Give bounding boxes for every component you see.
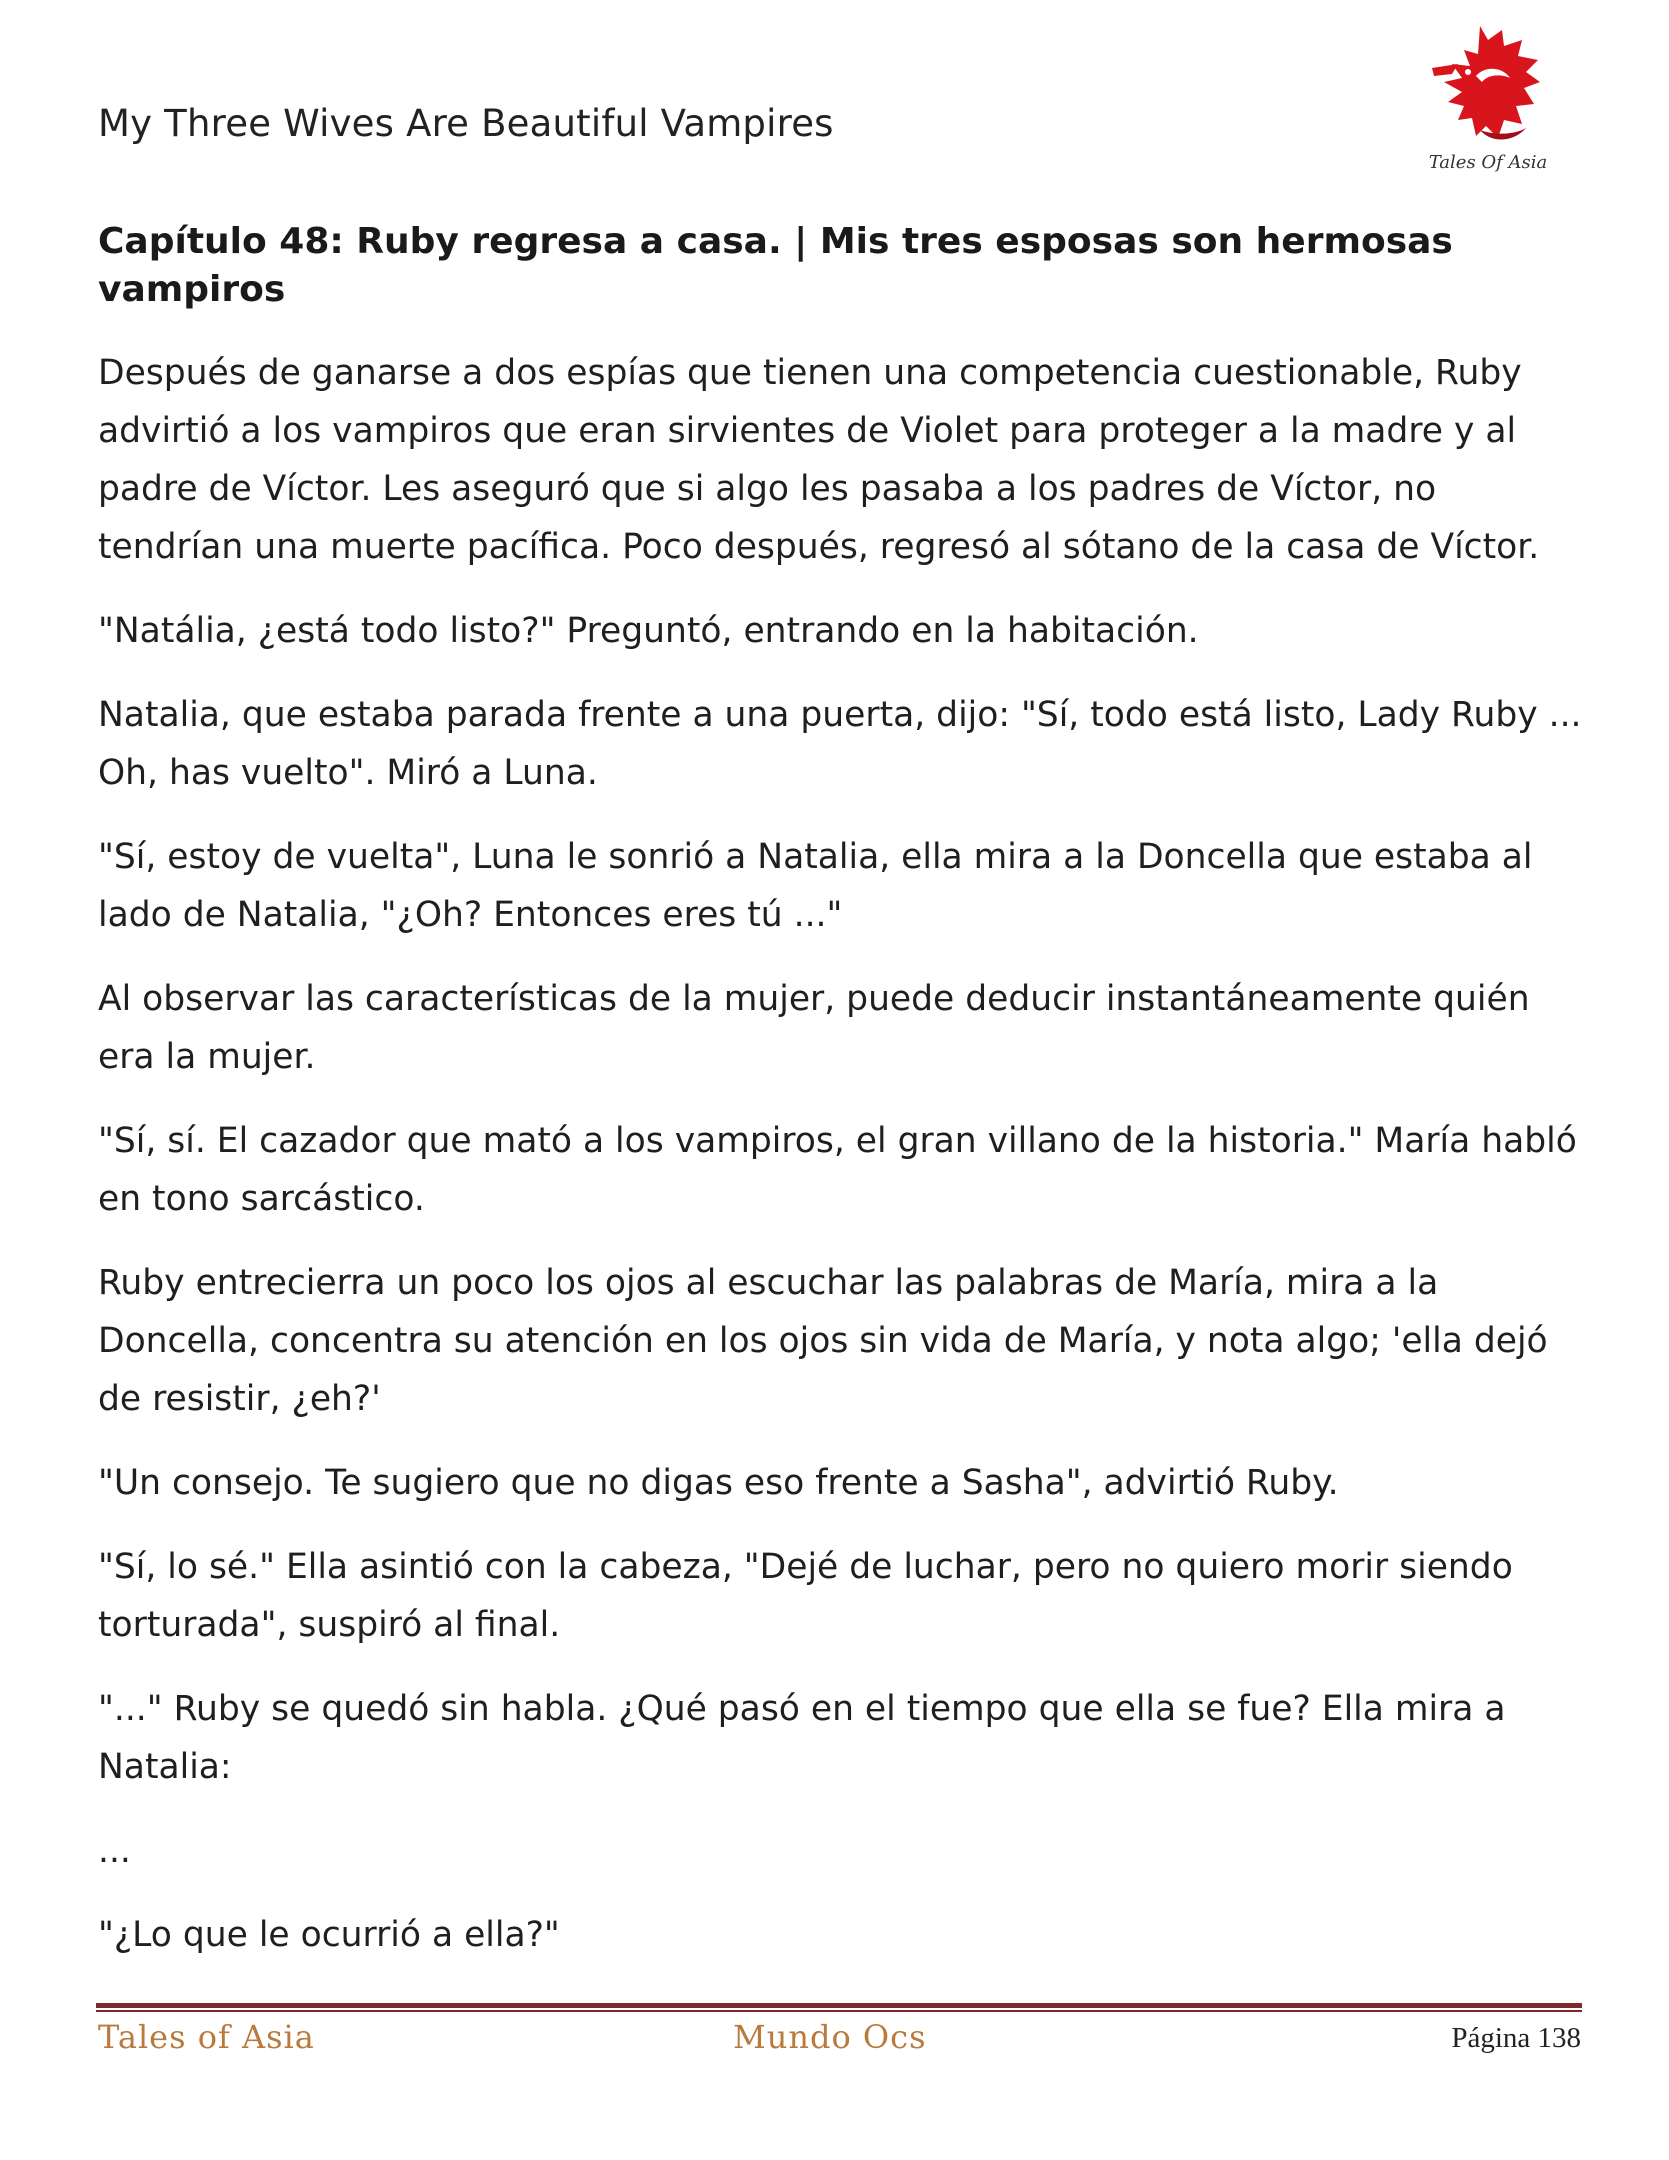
paragraph: "Natália, ¿está todo listo?" Preguntó, entrando en la habitación. bbox=[98, 611, 1199, 651]
paragraph: "¿Lo que le ocurrió a ella?" bbox=[98, 1915, 560, 1955]
footer-center-text: Mundo Ocs bbox=[733, 2018, 927, 2056]
book-title: My Three Wives Are Beautiful Vampires bbox=[98, 102, 834, 145]
footer-divider bbox=[96, 2003, 1582, 2012]
logo-text: Tales Of Asia bbox=[1428, 152, 1548, 173]
red-dragon-logo-icon bbox=[1418, 20, 1558, 152]
chapter-title: Capítulo 48: Ruby regresa a casa. | Mis tres esposas son hermosas vampiros bbox=[98, 221, 1453, 310]
paragraph: Después de ganarse a dos espías que tienen una competencia cuestionable, Ruby advirtió a los vampiros que eran sirvientes de Violet para proteger a la madre y al padre de Víctor. Les aseguró que si algo les pasaba a los padres de Víctor, no tendrían una muerte pacífica. Poco después, regresó al sótano de la casa de Víctor. bbox=[98, 353, 1540, 567]
paragraph: "Sí, estoy de vuelta", Luna le sonrió a Natalia, ella mira a la Doncella que estaba al lado de Natalia, "¿Oh? Entonces eres tú ..." bbox=[98, 837, 1533, 935]
paragraph: "Un consejo. Te sugiero que no digas eso frente a Sasha", advirtió Ruby. bbox=[98, 1463, 1339, 1503]
paragraph: "Sí, lo sé." Ella asintió con la cabeza, "Dejé de luchar, pero no quiero morir siendo torturada", suspiró al final. bbox=[98, 1547, 1513, 1645]
paragraph: ... bbox=[98, 1831, 131, 1871]
logo bbox=[1418, 20, 1558, 180]
page-number: Página 138 bbox=[1451, 2022, 1581, 2054]
footer-divider-thin bbox=[96, 2010, 1582, 2012]
footer-divider-thick bbox=[96, 2003, 1582, 2008]
paragraph: "Sí, sí. El cazador que mató a los vampiros, el gran villano de la historia." María habló en tono sarcástico. bbox=[98, 1121, 1577, 1219]
paragraph: "..." Ruby se quedó sin habla. ¿Qué pasó en el tiempo que ella se fue? Ella mira a Natalia: bbox=[98, 1689, 1506, 1787]
body-text bbox=[98, 344, 1582, 1990]
footer-left-text: Tales of Asia bbox=[98, 2018, 315, 2056]
paragraph: Natalia, que estaba parada frente a una puerta, dijo: "Sí, todo está listo, Lady Ruby ... Oh, has vuelto". Miró a Luna. bbox=[98, 695, 1582, 793]
paragraph: Al observar las características de la mujer, puede deducir instantáneamente quién era la mujer. bbox=[98, 979, 1530, 1077]
paragraph: Ruby entrecierra un poco los ojos al escuchar las palabras de María, mira a la Doncella, concentra su atención en los ojos sin vida de María, y nota algo; 'ella dejó de resistir, ¿eh?' bbox=[98, 1263, 1548, 1419]
